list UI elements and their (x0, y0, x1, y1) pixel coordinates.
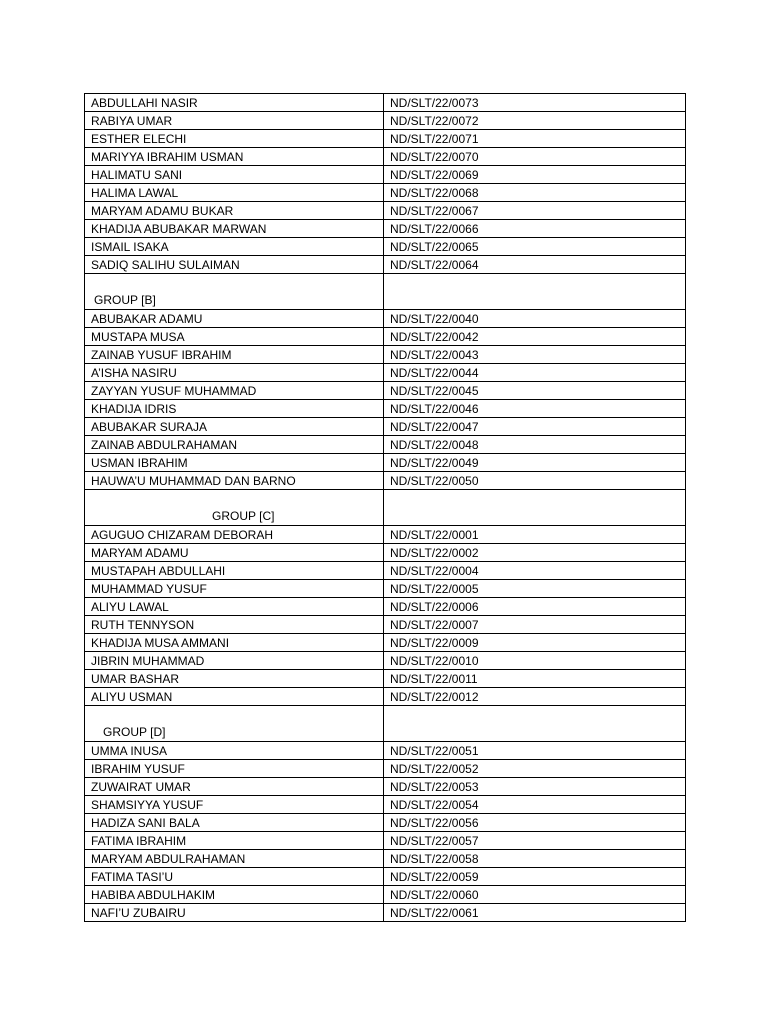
table-row (85, 688, 686, 706)
student-name-cell: USMAN IBRAHIM (85, 454, 384, 472)
registration-number-cell: ND/SLT/22/0053 (384, 778, 686, 796)
table-row (85, 400, 686, 418)
table-row (85, 184, 686, 202)
table-row (85, 328, 686, 346)
table-row (85, 868, 686, 886)
student-name-cell: ALIYU LAWAL (85, 598, 384, 616)
student-name-cell: HALIMATU SANI (85, 166, 384, 184)
student-name-cell: SHAMSIYYA YUSUF (85, 796, 384, 814)
registration-number-cell: ND/SLT/22/0065 (384, 238, 686, 256)
table-row (85, 526, 686, 544)
registration-number-cell: ND/SLT/22/0072 (384, 112, 686, 130)
student-name-cell: KHADIJA IDRIS (85, 400, 384, 418)
student-name-cell: FATIMA IBRAHIM (85, 832, 384, 850)
group-header-row (85, 490, 686, 526)
student-name-cell: ABUBAKAR SURAJA (85, 418, 384, 436)
student-name-cell: HAUWA’U MUHAMMAD DAN BARNO (85, 472, 384, 490)
registration-number-cell: ND/SLT/22/0051 (384, 742, 686, 760)
registration-number-cell: ND/SLT/22/0046 (384, 400, 686, 418)
table-row (85, 670, 686, 688)
registration-number-cell: ND/SLT/22/0056 (384, 814, 686, 832)
student-name-cell: MARIYYA IBRAHIM USMAN (85, 148, 384, 166)
registration-number-cell: ND/SLT/22/0049 (384, 454, 686, 472)
student-name-cell: ESTHER ELECHI (85, 130, 384, 148)
student-name-cell: ABUBAKAR ADAMU (85, 310, 384, 328)
student-name-cell: MUSTAPA MUSA (85, 328, 384, 346)
registration-number-cell: ND/SLT/22/0060 (384, 886, 686, 904)
student-name-cell: MARYAM ADAMU (85, 544, 384, 562)
registration-number-cell: ND/SLT/22/0064 (384, 256, 686, 274)
registration-number-cell: ND/SLT/22/0044 (384, 364, 686, 382)
table-row (85, 418, 686, 436)
table-row (85, 94, 686, 112)
registration-number-cell: ND/SLT/22/0058 (384, 850, 686, 868)
group-label: GROUP [C] (212, 509, 275, 523)
table-row (85, 256, 686, 274)
student-name-cell: HABIBA ABDULHAKIM (85, 886, 384, 904)
registration-number-cell: ND/SLT/22/0048 (384, 436, 686, 454)
group-label: GROUP [B] (94, 293, 156, 307)
registration-number-cell: ND/SLT/22/0068 (384, 184, 686, 202)
student-name-cell: ZAINAB ABDULRAHAMAN (85, 436, 384, 454)
group-header-row (85, 706, 686, 742)
registration-number-cell: ND/SLT/22/0043 (384, 346, 686, 364)
student-name-cell: UMAR BASHAR (85, 670, 384, 688)
registration-number-cell: ND/SLT/22/0005 (384, 580, 686, 598)
registration-number-cell: ND/SLT/22/0069 (384, 166, 686, 184)
student-name-cell: ZAINAB YUSUF IBRAHIM (85, 346, 384, 364)
table-row (85, 760, 686, 778)
registration-number-cell: ND/SLT/22/0054 (384, 796, 686, 814)
student-name-cell: KHADIJA MUSA AMMANI (85, 634, 384, 652)
registration-number-cell: ND/SLT/22/0010 (384, 652, 686, 670)
registration-number-cell: ND/SLT/22/0012 (384, 688, 686, 706)
student-name-cell: ZUWAIRAT UMAR (85, 778, 384, 796)
student-name-cell: ABDULLAHI NASIR (85, 94, 384, 112)
table-row (85, 742, 686, 760)
table-row (85, 778, 686, 796)
student-name-cell: MUHAMMAD YUSUF (85, 580, 384, 598)
student-name-cell: IBRAHIM YUSUF (85, 760, 384, 778)
group-header-empty-cell (384, 274, 686, 310)
student-name-cell: FATIMA TASI’U (85, 868, 384, 886)
table-row (85, 616, 686, 634)
table-row (85, 220, 686, 238)
registration-number-cell: ND/SLT/22/0047 (384, 418, 686, 436)
student-name-cell: MUSTAPAH ABDULLAHI (85, 562, 384, 580)
table-row (85, 814, 686, 832)
student-name-cell: RABIYA UMAR (85, 112, 384, 130)
student-name-cell: AGUGUO CHIZARAM DEBORAH (85, 526, 384, 544)
student-name-cell: HADIZA SANI BALA (85, 814, 384, 832)
registration-number-cell: ND/SLT/22/0052 (384, 760, 686, 778)
student-name-cell: ZAYYAN YUSUF MUHAMMAD (85, 382, 384, 400)
student-name-cell: NAFI’U ZUBAIRU (85, 904, 384, 922)
student-name-cell: SADIQ SALIHU SULAIMAN (85, 256, 384, 274)
table-row (85, 598, 686, 616)
table-row (85, 634, 686, 652)
student-name-cell: MARYAM ADAMU BUKAR (85, 202, 384, 220)
registration-number-cell: ND/SLT/22/0070 (384, 148, 686, 166)
registration-number-cell: ND/SLT/22/0067 (384, 202, 686, 220)
student-name-cell: A’ISHA NASIRU (85, 364, 384, 382)
table-row (85, 580, 686, 598)
group-header-empty-cell (384, 706, 686, 742)
group-header-cell (85, 490, 384, 526)
registration-number-cell: ND/SLT/22/0045 (384, 382, 686, 400)
student-name-cell: ALIYU USMAN (85, 688, 384, 706)
registration-number-cell: ND/SLT/22/0040 (384, 310, 686, 328)
registration-number-cell: ND/SLT/22/0073 (384, 94, 686, 112)
group-header-empty-cell (384, 490, 686, 526)
student-name-cell: KHADIJA ABUBAKAR MARWAN (85, 220, 384, 238)
registration-number-cell: ND/SLT/22/0059 (384, 868, 686, 886)
registration-number-cell: ND/SLT/22/0042 (384, 328, 686, 346)
student-name-cell: RUTH TENNYSON (85, 616, 384, 634)
student-name-cell: ISMAIL ISAKA (85, 238, 384, 256)
table-row (85, 202, 686, 220)
registration-number-cell: ND/SLT/22/0006 (384, 598, 686, 616)
table-row (85, 382, 686, 400)
table-row (85, 112, 686, 130)
table-row (85, 436, 686, 454)
registration-number-cell: ND/SLT/22/0004 (384, 562, 686, 580)
registration-number-cell: ND/SLT/22/0061 (384, 904, 686, 922)
registration-number-cell: ND/SLT/22/0057 (384, 832, 686, 850)
roster-body (85, 94, 686, 922)
group-header-cell (85, 706, 384, 742)
table-row (85, 364, 686, 382)
table-row (85, 166, 686, 184)
table-row (85, 796, 686, 814)
student-name-cell: HALIMA LAWAL (85, 184, 384, 202)
group-label: GROUP [D] (103, 725, 166, 739)
registration-number-cell: ND/SLT/22/0071 (384, 130, 686, 148)
group-header-row (85, 274, 686, 310)
table-row (85, 310, 686, 328)
table-row (85, 148, 686, 166)
table-row (85, 562, 686, 580)
student-name-cell: JIBRIN MUHAMMAD (85, 652, 384, 670)
registration-number-cell: ND/SLT/22/0002 (384, 544, 686, 562)
table-row (85, 130, 686, 148)
registration-number-cell: ND/SLT/22/0066 (384, 220, 686, 238)
table-row (85, 832, 686, 850)
student-name-cell: UMMA INUSA (85, 742, 384, 760)
table-row (85, 652, 686, 670)
table-row (85, 454, 686, 472)
table-row (85, 346, 686, 364)
registration-number-cell: ND/SLT/22/0011 (384, 670, 686, 688)
table-row (85, 886, 686, 904)
table-row (85, 544, 686, 562)
student-roster-table (84, 93, 686, 922)
table-row (85, 472, 686, 490)
registration-number-cell: ND/SLT/22/0050 (384, 472, 686, 490)
student-name-cell: MARYAM ABDULRAHAMAN (85, 850, 384, 868)
registration-number-cell: ND/SLT/22/0001 (384, 526, 686, 544)
group-header-cell (85, 274, 384, 310)
table-row (85, 904, 686, 922)
registration-number-cell: ND/SLT/22/0007 (384, 616, 686, 634)
registration-number-cell: ND/SLT/22/0009 (384, 634, 686, 652)
table-row (85, 850, 686, 868)
table-row (85, 238, 686, 256)
